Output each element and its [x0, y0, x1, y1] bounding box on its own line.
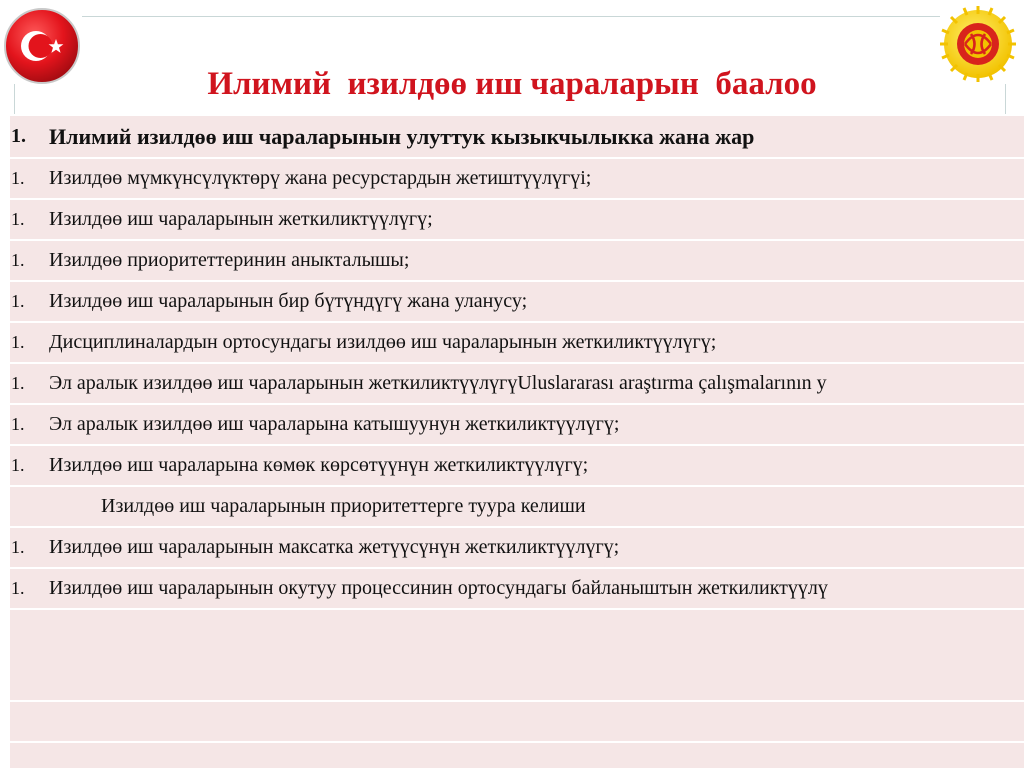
table-header-row — [10, 116, 1024, 157]
row-text: Изилдөө иш чараларынын окутуу процессинин ортосундагы байланыштын жеткиликтүүлү — [49, 577, 828, 599]
row-number: 1. — [11, 537, 25, 557]
table-row — [10, 157, 1024, 198]
row-text: Изилдөө иш чараларынын приоритеттерге туура келиши — [101, 495, 586, 517]
top-divider-line — [82, 16, 940, 17]
row-number: 1. — [11, 455, 25, 475]
table-row — [10, 741, 1024, 768]
table-row — [10, 198, 1024, 239]
row-text: Дисциплиналардын ортосундагы изилдөө иш чараларынын жеткиликтүүлүгү; — [49, 331, 717, 353]
table-row — [10, 239, 1024, 280]
row-number: 1. — [11, 291, 25, 311]
row-text: Изилдөө мүмкүнсүлүктөрү жана ресурстардын жетиштүүлүгүi; — [49, 167, 592, 189]
row-number: 1. — [11, 373, 25, 393]
row-text: Илимий изилдөө иш чараларынын улуттук кызыкчылыкка жана жар — [49, 123, 755, 149]
table-row — [10, 444, 1024, 485]
table-row — [10, 526, 1024, 567]
table-row — [10, 700, 1024, 741]
row-text: Изилдөө приоритеттеринин аныкталышы; — [49, 249, 410, 271]
row-text: Эл аралык изилдөө иш чараларынын жеткиликтүүлүгүUluslararası araştırma çalışmalarının y — [49, 372, 827, 394]
row-number: 1. — [11, 209, 25, 229]
table-row — [10, 362, 1024, 403]
row-text: Изилдөө иш чараларынын бир бүтүндүгү жана уланусу; — [49, 290, 528, 312]
row-number: 1. — [11, 332, 25, 352]
row-text: Эл аралык изилдөө иш чараларына катышуунун жеткиликтүүлүгү; — [49, 413, 620, 435]
table-row — [10, 280, 1024, 321]
row-number: 1. — [11, 578, 25, 598]
row-text: Изилдөө иш чараларына көмөк көрсөтүүнүн жеткиликтүүлүгү; — [49, 454, 589, 476]
row-text: Изилдөө иш чараларынын максатка жетүүсүнүн жеткиликтүүлүгү; — [49, 536, 620, 558]
row-number: 1. — [11, 414, 25, 434]
table-row — [10, 403, 1024, 444]
row-text: Изилдөө иш чараларынын жеткиликтүүлүгү; — [49, 208, 433, 230]
slide-title: Илимий изилдөө иш чараларын баалоо — [207, 66, 817, 102]
row-number: 1. — [11, 125, 26, 147]
row-number: 1. — [11, 250, 25, 270]
row-number: 1. — [11, 168, 25, 188]
criteria-table — [10, 116, 1024, 768]
table-row — [10, 485, 1024, 526]
table-row — [10, 567, 1024, 608]
table-row — [10, 321, 1024, 362]
table-row — [10, 608, 1024, 700]
